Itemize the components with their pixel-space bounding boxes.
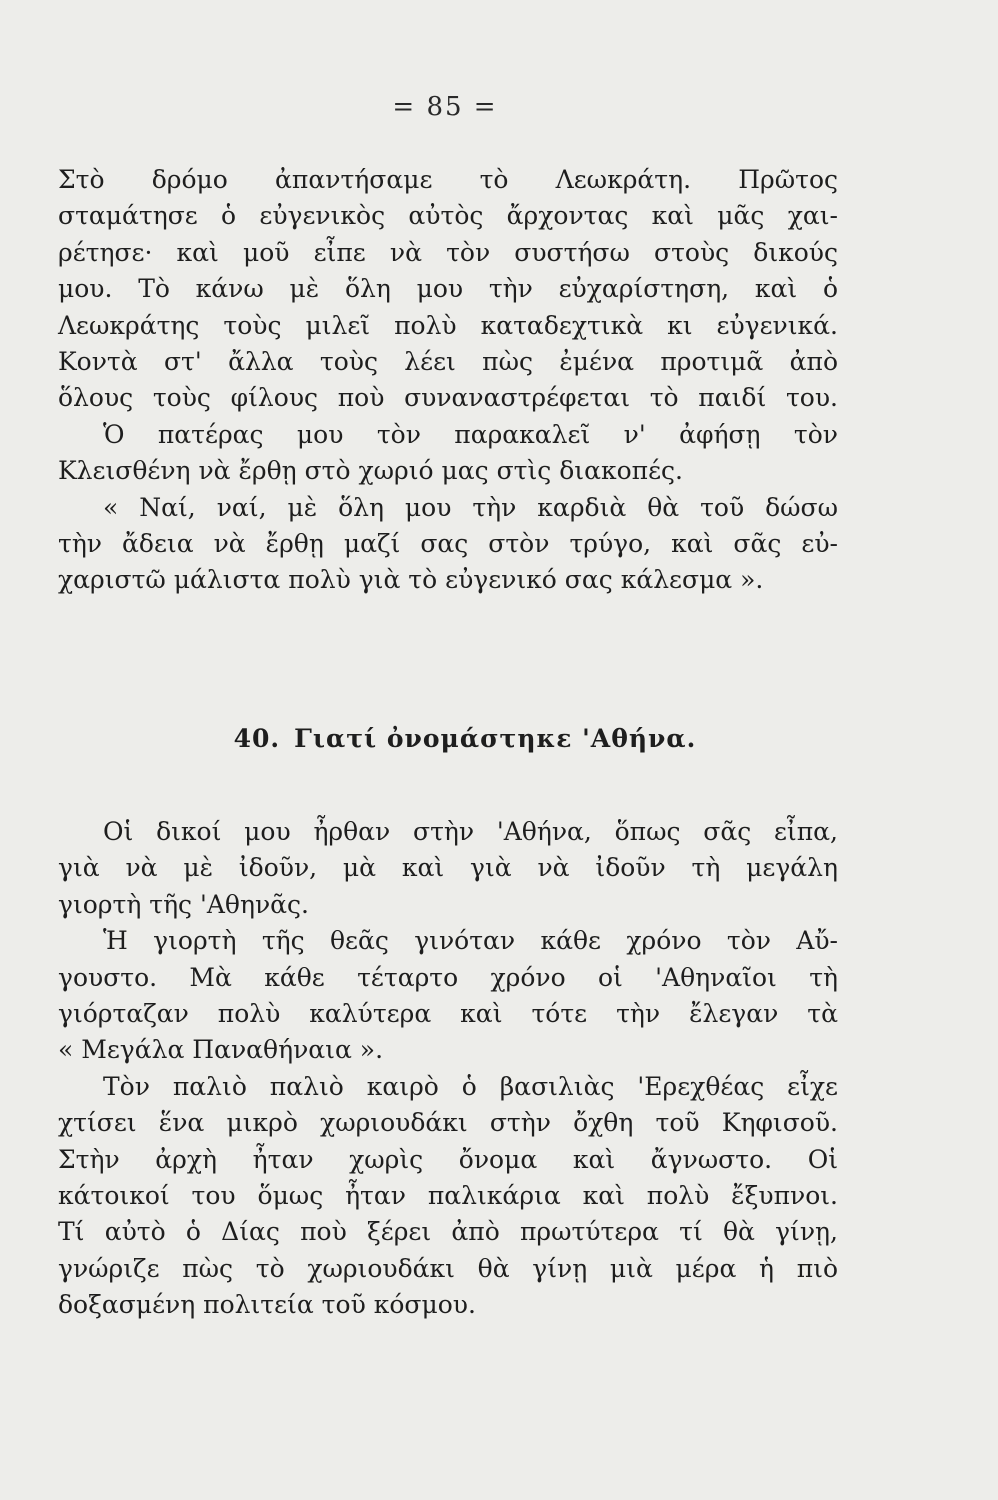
text-line: « Μεγάλα Παναθήναια ». <box>58 1035 384 1065</box>
text-line: Ὁ πατέρας μου τὸν παρακαλεῖ ν' ἀφήσῃ τὸν <box>103 419 838 449</box>
text-line: ρέτησε· καὶ μοῦ εἶπε νὰ τὸν συστήσω στοὺς δικούς <box>58 237 838 267</box>
text-line: γιόρταζαν πολὺ καλύτερα καὶ τότε τὴν ἔλεγαν τὰ <box>58 998 838 1028</box>
text-line: Κλεισθένη νὰ ἔρθῃ στὸ χωριό μας στὶς διακοπές. <box>58 456 683 486</box>
text-line: Κοντὰ στ' ἄλλα τοὺς λέει πὼς ἐμένα προτιμᾶ ἀπὸ <box>58 346 838 376</box>
text-line: Οἱ δικοί μου ἦρθαν στὴν 'Αθήνα, ὅπως σᾶς εἶπα, <box>103 817 838 846</box>
text-line: δοξασμένη πολιτεία τοῦ κόσμου. <box>58 1290 476 1320</box>
text-line: Στὴν ἀρχὴ ἦταν χωρὶς ὄνομα καὶ ἄγνωστο. Οἱ <box>58 1144 838 1174</box>
section-heading <box>0 724 930 753</box>
text-line: Ἡ γιορτὴ τῆς θεᾶς γινόταν κάθε χρόνο τὸν Αὔ- <box>103 926 838 956</box>
text-line: χτίσει ἕνα μικρὸ χωριουδάκι στὴν ὄχθη τοῦ Κηφισοῦ. <box>58 1108 838 1138</box>
text-line: τὴν ἄδεια νὰ ἔρθῃ μαζί σας στὸν τρύγο, καὶ σᾶς εὐ- <box>58 528 838 558</box>
section-2-text <box>58 814 838 1323</box>
text-line: μου. Τὸ κάνω μὲ ὅλη μου τὴν εὐχαρίστηση, καὶ ὁ <box>58 274 838 304</box>
section-title: Γιατί ὀνομάστηκε 'Αθήνα. <box>294 724 697 753</box>
text-line: Λεωκράτης τοὺς μιλεῖ πολὺ καταδεχτικὰ κι εὐγενικά. <box>58 310 838 340</box>
text-line: « Ναί, ναί, μὲ ὅλη μου τὴν καρδιὰ θὰ τοῦ δώσω <box>103 492 838 522</box>
section-1-text <box>58 162 838 599</box>
text-line: γνώριζε πὼς τὸ χωριουδάκι θὰ γίνῃ μιὰ μέρα ἡ πιὸ <box>58 1253 838 1283</box>
text-line: κάτοικοί του ὅμως ἦταν παλικάρια καὶ πολὺ ἔξυπνοι. <box>58 1180 838 1210</box>
text-line: Τὸν παλιὸ παλιὸ καιρὸ ὁ βασιλιὰς 'Ερεχθέας εἶχε <box>103 1071 838 1101</box>
text-line: γουστο. Μὰ κάθε τέταρτο χρόνο οἱ 'Αθηναῖοι τὴ <box>58 962 838 992</box>
text-line: Στὸ δρόμο ἀπαντήσαμε τὸ Λεωκράτη. Πρῶτος <box>58 165 838 194</box>
text-line: ὅλους τοὺς φίλους ποὺ συναναστρέφεται τὸ παιδί του. <box>58 383 838 413</box>
section-number: 40. <box>233 724 281 753</box>
text-line: γιὰ νὰ μὲ ἰδοῦν, μὰ καὶ γιὰ νὰ ἰδοῦν τὴ μεγάλη <box>58 853 838 883</box>
text-line: χαριστῶ μάλιστα πολὺ γιὰ τὸ εὐγενικό σας κάλεσμα ». <box>58 565 764 595</box>
text-line: Τί αὐτὸ ὁ Δίας ποὺ ξέρει ἀπὸ πρωτύτερα τί θὰ γίνῃ, <box>58 1217 838 1247</box>
text-line: γιορτὴ τῆς 'Αθηνᾶς. <box>58 889 309 919</box>
text-line: σταμάτησε ὁ εὐγενικὸς αὐτὸς ἄρχοντας καὶ μᾶς χαι- <box>58 201 838 231</box>
page-number: = 85 = <box>392 92 498 122</box>
